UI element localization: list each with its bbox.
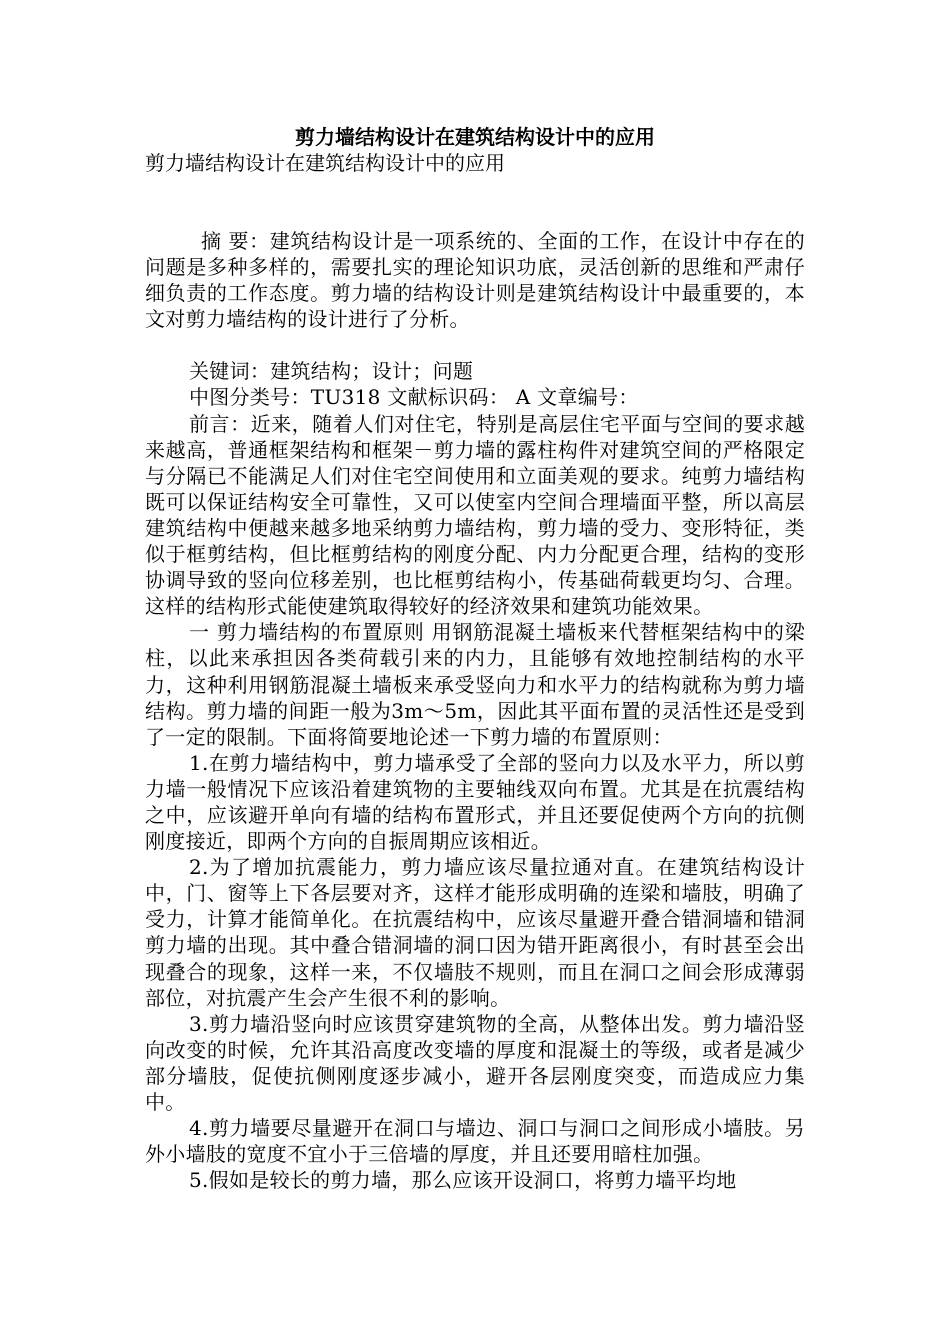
spacer [145, 176, 805, 228]
document-subtitle: 剪力墙结构设计在建筑结构设计中的应用 [145, 151, 505, 175]
abstract-paragraph: 摘 要：建筑结构设计是一项系统的、全面的工作，在设计中存在的问题是多种多样的，需要扎实的理论知识功底，灵活创新的思维和严肃仔细负责的工作态度。剪力墙的结构设计则是建筑结构设计中最重要的，本文对剪力墙结构的设计进行了分析。 [145, 229, 805, 332]
body-paragraph: 一 剪力墙结构的布置原则 用钢筋混凝土墙板来代替框架结构中的梁柱，以此来承担因各类荷载引来的内力，且能够有效地控制结构的水平力，这种利用钢筋混凝土墙板来承受竖向力和水平力的结构就称为剪力墙结构。剪力墙的间距一般为3m～5m，因此其平面布置的灵活性还是受到了一定的限制。下面将简要地论述一下剪力墙的布置原则： [145, 620, 805, 749]
spacer [145, 332, 805, 358]
document-page [145, 124, 805, 1193]
body-paragraph: 2.为了增加抗震能力，剪力墙应该尽量拉通对直。在建筑结构设计中，门、窗等上下各层要对齐，这样才能形成明确的连梁和墙肢，明确了受力，计算才能简单化。在抗震结构中，应该尽量避开叠合错洞墙和错洞剪力墙的出现。其中叠合错洞墙的洞口因为错开距离很小，有时甚至会出现叠合的现象，这样一来，不仅墙肢不规则，而且在洞口之间会形成薄弱部位，对抗震产生会产生很不利的影响。 [145, 855, 805, 1010]
keywords-line: 关键词：建筑结构；设计；问题 [189, 359, 474, 384]
classification-line: 中图分类号：TU318 文献标识码： A 文章编号： [189, 385, 639, 410]
body-paragraph: 4.剪力墙要尽量避开在洞口与墙边、洞口与洞口之间形成小墙肢。另外小墙肢的宽度不宜小于三倍墙的厚度，并且还要用暗柱加强。 [145, 1116, 805, 1167]
body-paragraph: 前言：近来，随着人们对住宅，特别是高层住宅平面与空间的要求越来越高，普通框架结构和框架－剪力墙的露柱构件对建筑空间的严格限定与分隔已不能满足人们对住宅空间使用和立面美观的要求。纯剪力墙结构既可以保证结构安全可靠性，又可以使室内空间合理墙面平整，所以高层建筑结构中便越来越多地采纳剪力墙结构，剪力墙的受力、变形特征，类似于框剪结构，但比框剪结构的刚度分配、内力分配更合理，结构的变形协调导致的竖向位移差别，也比框剪结构小，传基础荷载更均匀、合理。这样的结构形式能使建筑取得较好的经济效果和建筑功能效果。 [145, 411, 805, 619]
body-paragraph: 3.剪力墙沿竖向时应该贯穿建筑物的全高，从整体出发。剪力墙沿竖向改变的时候，允许其沿高度改变墙的厚度和混凝土的等级，或者是减少部分墙肢，促使抗侧刚度逐步减小，避开各层刚度突变，而造成应力集中。 [145, 1011, 805, 1114]
document-title: 剪力墙结构设计在建筑结构设计中的应用 [295, 125, 655, 149]
body-paragraph: 5.假如是较长的剪力墙，那么应该开设洞口，将剪力墙平均地 [189, 1168, 737, 1193]
body-paragraph: 1.在剪力墙结构中，剪力墙承受了全部的竖向力以及水平力，所以剪力墙一般情况下应该沿着建筑物的主要轴线双向布置。尤其是在抗震结构之中，应该避开单向有墙的结构布置形式，并且还要促使两个方向的抗侧刚度接近，即两个方向的自振周期应该相近。 [145, 750, 805, 854]
